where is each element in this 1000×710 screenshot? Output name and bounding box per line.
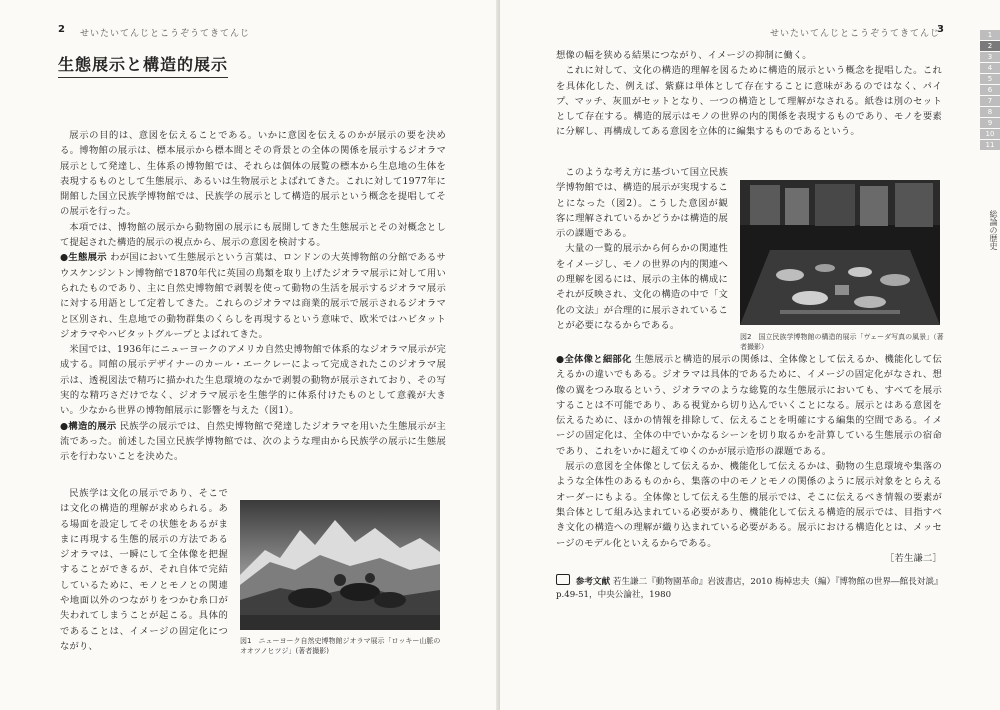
chapter-tab-9[interactable]: 9: [980, 118, 1000, 128]
chapter-tab-5[interactable]: 5: [980, 74, 1000, 84]
section-ecological-p2: 米国では、1936年にニューヨークのアメリカ自然史博物館で体系的なジオラマ展示が完成する。同館の展示デザイナーのカール・エークレーによって完成されたこのジオラマ展示は、透視図法で精巧に描かれた生息環境のなかで剥製の動物が展示されており、その写実的な精巧さだけでなく、ジオラマ展示を生態学的に体系付けたものとして意義が大きい。少なから世界の博物館展示に影響を与えた（図1）。: [60, 344, 446, 417]
section-head-ecological: ●生態展示: [60, 252, 107, 264]
section-text-whole: 生態展示と構造的展示の関係は、全体像として伝えるか、機能化して伝えるかの違いでもある。ジオラマは具体的であるために、イメージの固定化がなされ、想像の翼をつみ取るという、ジオラマのような総覧的な生態展示においても、すべてを展示することは不可能であり、ある視覚から切り込んでいくことになる。展示とはある意図を伝えるために、ほかの情報を排除して、伝えることを明確にする編集的空間である。イメージの固定化は、全体の中でいかなるシーンを切り取るかを計算している生態展示の宿命であり、これをいかに超えてゆくのかが展示造形の課題である。: [556, 354, 942, 457]
intro-paragraph-2: 本項では、博物館の展示から動物園の展示にも展開してきた生態展示とその対概念として提起された構造的展示の視点から、展示の意図を検討する。: [60, 221, 446, 249]
chapter-tab-3[interactable]: 3: [980, 52, 1000, 62]
figure-2-caption: 図2 国立民族学博物館の構造的展示「ヴェーダ写真の風景」（著者撮影）: [740, 333, 944, 351]
chapter-tab-4[interactable]: 4: [980, 63, 1000, 73]
right-paragraph-3: このような考え方に基づいて国立民族学博物館では、構造的展示が実現することになった（図2）。こうした意図が観客に理解されているかどうかは構造的展示の課題である。: [556, 167, 728, 240]
section-head-whole: ●全体像と細部化: [556, 354, 632, 365]
right-paragraph-2: これに対して、文化の構造的理解を図るために構造的展示という概念を提唱した。これを具体化した、例えば、紫蘇は単体として存在することに意味があるのではなく、パイプ、マッチ、灰皿がセットとなり、一つの構造として理解がなされる。紙巻は別のセットとして存在する。構造的展示はモノの世界の内的関係を表現するものであり、モノを要素に分解し、再構成してある意図を立体的に編集するものであるという。: [556, 65, 942, 138]
section-text-ecological: わが国において生態展示という言葉は、ロンドンの大英博物館の分館であるサウスケンジントン博物館で1870年代に英国の鳥類を取り上げたジオラマ展示に対して用いられたものであり、主に自然史博物館で剥製を使って動物の生活を展示するジオラマ展示に対する用語として定着してきた。これらのジオラマは商業的展示で展示されるジオラマと区別され、生息地での動物群集のくらしを再現するという意味で、欧米ではハビタットジオラマやハビタットグループとよばれてきた。: [60, 252, 446, 340]
references-head: 参考文献: [575, 577, 611, 587]
intro-paragraph-1: 展示の目的は、意図を伝えることである。いかに意図を伝えるのかが展示の要を決める。博物館の展示は、標本展示から標本間とその背景との全体の関係を展示するジオラマ展示として発達し、生体系の博物館では、それらは個体の展覧の標本から生息地の生体を表現するものとして生態展示、あるいは生物展示とよばれてきた。これに対して1977年に開館した国立民族学博物館では、民族学の展示として構造的展示という概念を提唱してその展示を行った。: [60, 130, 446, 218]
figure-2-photo: [740, 180, 940, 325]
right-page: [500, 0, 1000, 710]
chapter-tab-8[interactable]: 8: [980, 107, 1000, 117]
diorama-photo-image: [240, 500, 440, 630]
right-column-narrow-text: [556, 165, 728, 333]
section-whole-vs-detail: [556, 352, 942, 459]
references: [556, 574, 946, 602]
figure-1-caption: 図1 ニューヨーク自然史博物館ジオラマ展示「ロッキー山脈のオオツノヒツジ」(著者撮影): [240, 637, 441, 655]
chapter-tab-7[interactable]: 7: [980, 96, 1000, 106]
page-number-right: 3: [937, 24, 944, 35]
chapter-tab-11[interactable]: 11: [980, 140, 1000, 150]
page-title: 生態展示と構造的展示: [58, 52, 228, 78]
figure-1-photo: [240, 500, 440, 630]
author-credit: ［若生謙二］: [885, 552, 942, 564]
section-ecological: [60, 250, 446, 342]
right-paragraph-1: 想像の幅を狭める結果につながり、イメージの抑制に働く。: [556, 50, 812, 61]
exhibition-photo-image: [740, 180, 940, 325]
references-text: 若生謙二『動物園革命』岩波書店，2010 梅棹忠夫（編）『博物館の世界―館長対談』p.49-51，中央公論社，1980: [556, 577, 943, 600]
running-head-right: せいたいてんじとこうぞうてきてんじ: [770, 29, 941, 39]
page-number-left: 2: [58, 24, 65, 35]
right-paragraph-4: 大量の一覧的展示から何らかの関連性をイメージし、モノの世界の内的関連への理解を図るには、展示の主体的構成にそれが反映され、文化の構造の中で「文化の文法」が合理的に展示されていることが必要になるからである。: [556, 243, 728, 331]
chapter-tab-10[interactable]: 10: [980, 129, 1000, 139]
structural-paragraph: 民族学は文化の展示であり、そこでは文化の構造的理解が求められる。ある場面を設定してその状態をあるがままに再現する生態的展示の方法であるジオラマは、一瞬にして全体像を把握することができるが、それ自体で完結しているために、モノとモノとの関連や地面以外のつながりをつかむ糸口が失われてしまうことが起こる。具体的であることは、イメージの固定化につながり、: [60, 488, 228, 652]
right-column-bottom-text: [556, 352, 942, 566]
running-head-left: せいたいてんじとこうぞうてきてんじ: [80, 29, 251, 39]
chapter-tab-1[interactable]: 1: [980, 30, 1000, 40]
section-text-structural: 民族学の展示では、自然史博物館で発達したジオラマを用いた生態展示が主流であった。前述した国立民族学博物館では、次のような理由から民族学の展示に生態展示を行わないことを決めた。: [60, 420, 446, 463]
side-section-label: 総論の歴史: [989, 210, 998, 250]
right-column-top-text: [556, 48, 942, 140]
book-icon: [556, 574, 570, 585]
section-structural: [60, 419, 446, 465]
right-paragraph-5: 展示の意図を全体像として伝えるか、機能化して伝えるかは、動物の生息環境や集落のような全体性のあるものから、集落の中のモノとモノの関係のように展示対象をとらえるオーダーにもよる。全体像として伝える生態的展示では、そこに伝えるべき情報の要素が集合体として組み込まれている必要があり、機能化して伝える構造的展示では、目指すべき文化の構造への理解が織り込まれている必要がある。展示における構造化とは、メッセージのモデル化といえるからである。: [556, 461, 942, 549]
left-column-text: [60, 128, 446, 465]
chapter-tabs: [980, 30, 1000, 151]
left-column-narrow-text: [60, 486, 228, 654]
section-head-structural: ●構造的展示: [60, 420, 117, 432]
chapter-tab-2[interactable]: 2: [980, 41, 1000, 51]
chapter-tab-6[interactable]: 6: [980, 85, 1000, 95]
